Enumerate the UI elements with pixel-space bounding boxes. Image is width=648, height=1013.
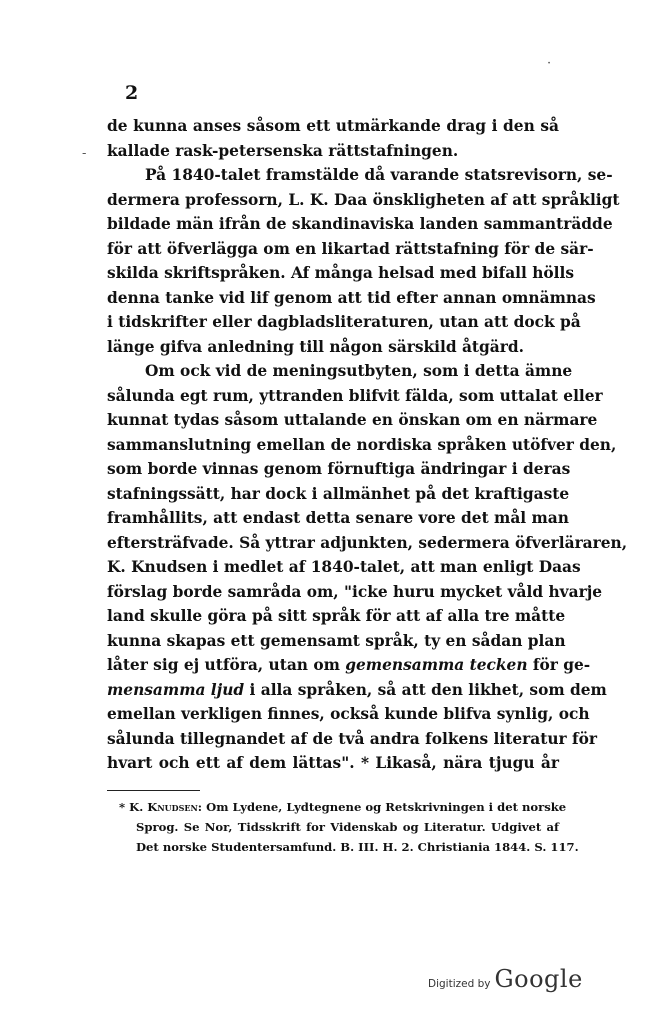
footnote-divider <box>107 790 200 791</box>
watermark-prefix: Digitized by <box>428 978 491 990</box>
footnote <box>119 797 579 857</box>
text-segment: låter sig ej utföra, utan om <box>107 656 340 674</box>
text-line: På 1840-talet framstälde då varande statsrevisorn, se- <box>145 166 613 184</box>
text-line: sålunda tillegnandet af de två andra folkens literatur för <box>107 729 597 748</box>
digitized-watermark <box>428 965 583 993</box>
text-line: kallade rask-petersenska rättstafningen. <box>107 141 459 160</box>
text-line: sålunda egt rum, yttranden blifvit fälda, som uttalat eller <box>107 386 603 405</box>
text-line: länge gifva anledning till någon särskild åtgärd. <box>107 337 525 356</box>
text-segment: för ge- <box>532 656 591 674</box>
footnote-line: Sprog. Se Nor, Tidsskrift for Videnskab og Literatur. Udgivet af <box>136 820 559 834</box>
footnote-line <box>119 797 567 817</box>
text-line: emellan verkligen finnes, också kunde blifva synlig, och <box>107 705 590 723</box>
text-line: förslag borde samråda om, "icke huru mycket våld hvarje <box>107 582 603 601</box>
text-line: Om ock vid de meningsutbyten, som i detta ämne <box>145 362 573 380</box>
text-line: dermera professorn, L. K. Daa önskligheten af att språkligt <box>107 190 620 209</box>
text-line: K. Knudsen i medlet af 1840-talet, att man enligt Daas <box>107 558 581 576</box>
text-line: hvart och ett af dem lättas". * Likaså, nära tjugu år <box>107 754 559 772</box>
text-line: skilda skriftspråken. Af många helsad med bifall hölls <box>107 264 575 282</box>
text-line: kunna skapas ett gemensamt språk, ty en sådan plan <box>107 631 566 650</box>
text-segment: i alla språken, så att den likhet, som dem <box>249 680 607 699</box>
footnote-line: Det norske Studentersamfund. B. III. H. 2. Christiania 1844. S. 117. <box>136 840 579 854</box>
footnote-marker: * <box>119 800 126 814</box>
text-line: kunnat tydas såsom uttalande en önskan om en närmare <box>107 411 598 429</box>
text-line: de kunna anses såsom ett utmärkande drag i den så <box>107 117 559 135</box>
footnote-author: K. Knudsen: <box>129 800 203 814</box>
italic-phrase: mensamma ljud <box>107 680 245 699</box>
stray-mark: - <box>82 146 87 161</box>
footnote-text: Om Lydene, Lydtegnene og Retskrivningen i det norske <box>206 800 567 814</box>
italic-phrase: gemensamma tecken <box>345 656 528 674</box>
text-line: bildade män ifrån de skandinaviska landen sammanträdde <box>107 215 613 233</box>
text-line: för att öfverlägga om en likartad rättstafning för de sär- <box>107 239 594 258</box>
text-line: eftersträfvade. Så yttrar adjunkten, sedermera öfverläraren, <box>107 533 628 552</box>
text-line: sammanslutning emellan de nordiska språken utöfver den, <box>107 435 617 454</box>
page-number: 2 <box>125 82 139 104</box>
text-line <box>107 653 591 678</box>
stray-mark: · <box>547 56 552 71</box>
text-line <box>107 678 607 703</box>
text-line: i tidskrifter eller dagbladsliteraturen, utan att dock på <box>107 313 581 331</box>
text-line: denna tanke vid lif genom att tid efter annan omnämnas <box>107 288 596 307</box>
text-line: som borde vinnas genom förnuftiga ändringar i deras <box>107 460 571 478</box>
text-line: framhållits, att endast detta senare vore det mål man <box>107 509 569 527</box>
text-line: stafningssätt, har dock i allmänhet på det kraftigaste <box>107 484 570 503</box>
google-logo: Google <box>494 965 583 993</box>
body-text <box>107 114 628 776</box>
text-line: land skulle göra på sitt språk för att af alla tre måtte <box>107 607 566 625</box>
